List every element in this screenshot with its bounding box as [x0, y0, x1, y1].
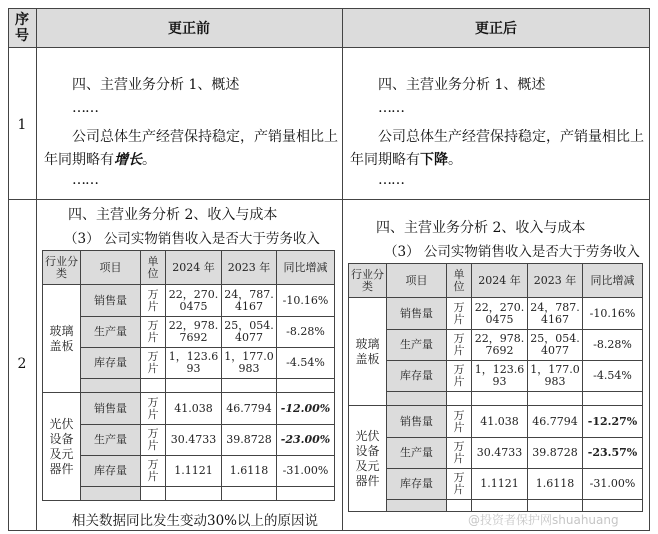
cell-2024: 30.4733	[472, 438, 528, 469]
cell-2023: 1.6118	[222, 456, 277, 487]
after-data-table	[348, 263, 643, 512]
header-before: 更正前	[168, 21, 210, 37]
row1-before-ellipsis1: ……	[72, 100, 98, 116]
item-production: 生产量	[81, 317, 141, 348]
item-sales: 销售量	[81, 393, 141, 425]
cell-change-corrected: -12.00%	[277, 393, 335, 425]
row1-after-line2: 年同期略有下降。	[350, 152, 462, 168]
item-inventory: 库存量	[81, 456, 141, 487]
spacer-cell	[222, 379, 277, 393]
cell-2023: 1.6118	[528, 469, 583, 500]
cell-change-corrected: -12.27%	[583, 406, 643, 438]
spacer-cell	[528, 392, 583, 406]
row1-before-line2: 年同期略有增长。	[44, 152, 156, 168]
spacer-cell	[81, 487, 141, 501]
spacer-cell	[528, 500, 583, 512]
item-inventory: 库存量	[387, 361, 447, 392]
cell-2024: 41.038	[166, 393, 222, 425]
cell-change: -8.28%	[277, 317, 335, 348]
spacer-cell	[472, 500, 528, 512]
cell-2024: 22，978.7692	[166, 317, 222, 348]
col-header-change: 同比增减	[277, 251, 335, 285]
cell-unit: 万片	[447, 438, 472, 469]
spacer-cell	[166, 487, 222, 501]
row1-after-heading: 四、主营业务分析 1、概述	[378, 77, 546, 93]
spacer-cell	[81, 379, 141, 393]
category-pv: 光伏设备及元器件	[43, 393, 81, 501]
cell-2024: 22，270.0475	[166, 285, 222, 317]
cell-change: -10.16%	[583, 298, 643, 330]
cell-unit: 万片	[141, 393, 166, 425]
header-after: 更正后	[475, 21, 517, 37]
col-header-item: 项目	[81, 251, 141, 285]
row2-after-heading: 四、主营业务分析 2、收入与成本	[376, 220, 586, 236]
row1-number: 1	[17, 117, 27, 133]
spacer-cell	[387, 500, 447, 512]
cell-change-corrected: -23.00%	[277, 425, 335, 456]
cell-2023: 1，177.0983	[222, 348, 277, 379]
item-sales: 销售量	[387, 298, 447, 330]
cell-unit: 万片	[447, 361, 472, 392]
cell-unit: 万片	[141, 425, 166, 456]
header-seq: 序号	[15, 12, 29, 44]
cell-2024: 1，123.693	[472, 361, 528, 392]
cell-change-corrected: -23.57%	[583, 438, 643, 469]
outer-border-left	[8, 8, 9, 531]
item-sales: 销售量	[387, 406, 447, 438]
row1-bottom-line	[8, 199, 650, 200]
spacer-cell	[277, 487, 335, 501]
row1-after-ellipsis1: ……	[378, 100, 404, 116]
cell-2024: 22，978.7692	[472, 330, 528, 361]
outer-border-bottom	[8, 530, 650, 531]
item-inventory: 库存量	[81, 348, 141, 379]
row1-before-heading: 四、主营业务分析 1、概述	[72, 77, 240, 93]
col-header-2023: 2023 年	[222, 251, 277, 285]
cell-2023: 46.7794	[528, 406, 583, 438]
spacer-cell	[141, 487, 166, 501]
col-header-unit: 单位	[447, 264, 472, 298]
header-bottom-line	[8, 47, 650, 48]
cell-change: -4.54%	[583, 361, 643, 392]
col-header-change: 同比增减	[583, 264, 643, 298]
spacer-cell	[583, 500, 643, 512]
row2-before-footer: 相关数据同比发生变动30%以上的原因说	[72, 513, 319, 529]
row1-after-line1: 公司总体生产经营保持稳定，产销量相比上	[378, 129, 644, 145]
row2-after-subheading: （3） 公司实物销售收入是否大于劳务收入	[384, 244, 640, 260]
cell-2023: 46.7794	[222, 393, 277, 425]
cell-2023: 39.8728	[222, 425, 277, 456]
col-header-category: 行业分类	[43, 251, 81, 285]
item-production: 生产量	[387, 438, 447, 469]
row2-before-heading: 四、主营业务分析 2、收入与成本	[68, 207, 278, 223]
item-sales: 销售量	[81, 285, 141, 317]
cell-unit: 万片	[141, 456, 166, 487]
cell-unit: 万片	[141, 348, 166, 379]
cell-2024: 1.1121	[166, 456, 222, 487]
before-data-table	[42, 250, 335, 501]
cell-unit: 万片	[141, 317, 166, 348]
row1-before-ellipsis2: ……	[72, 172, 98, 188]
cell-unit: 万片	[447, 330, 472, 361]
category-glass: 玻璃盖板	[349, 298, 387, 406]
cell-2023: 25，054.4077	[222, 317, 277, 348]
cell-change: -4.54%	[277, 348, 335, 379]
cell-change: -8.28%	[583, 330, 643, 361]
spacer-cell	[166, 379, 222, 393]
watermark: @投资者保护网shuahuang	[468, 513, 619, 527]
middle-column-line	[342, 8, 343, 531]
cell-2024: 22，270.0475	[472, 298, 528, 330]
row1-before-line1: 公司总体生产经营保持稳定，产销量相比上	[72, 129, 338, 145]
cell-unit: 万片	[447, 469, 472, 500]
spacer-cell	[387, 392, 447, 406]
cell-change: -31.00%	[583, 469, 643, 500]
col-header-2024: 2024 年	[472, 264, 528, 298]
outer-border-right	[649, 8, 650, 531]
col-header-category: 行业分类	[349, 264, 387, 298]
cell-2023: 25，054.4077	[528, 330, 583, 361]
item-inventory: 库存量	[387, 469, 447, 500]
row1-after-ellipsis2: ……	[378, 172, 404, 188]
cell-unit: 万片	[447, 406, 472, 438]
cell-2023: 24，787.4167	[222, 285, 277, 317]
cell-2023: 24，787.4167	[528, 298, 583, 330]
col-header-unit: 单位	[141, 251, 166, 285]
cell-2024: 1，123.693	[166, 348, 222, 379]
emphasis-increase: 增长	[114, 152, 142, 168]
cell-2024: 41.038	[472, 406, 528, 438]
spacer-cell	[447, 392, 472, 406]
cell-2023: 39.8728	[528, 438, 583, 469]
spacer-cell	[472, 392, 528, 406]
spacer-cell	[583, 392, 643, 406]
emphasis-decrease: 下降	[420, 152, 448, 168]
cell-2023: 1，177.0983	[528, 361, 583, 392]
spacer-cell	[447, 500, 472, 512]
cell-change: -10.16%	[277, 285, 335, 317]
category-pv: 光伏设备及元器件	[349, 406, 387, 512]
col-header-2024: 2024 年	[166, 251, 222, 285]
spacer-cell	[277, 379, 335, 393]
col-header-item: 项目	[387, 264, 447, 298]
row2-before-subheading: （3） 公司实物销售收入是否大于劳务收入	[64, 231, 320, 247]
category-glass: 玻璃盖板	[43, 285, 81, 393]
cell-2024: 1.1121	[472, 469, 528, 500]
col-header-2023: 2023 年	[528, 264, 583, 298]
cell-change: -31.00%	[277, 456, 335, 487]
spacer-cell	[141, 379, 166, 393]
outer-border-top	[8, 8, 650, 9]
row2-number: 2	[17, 356, 27, 372]
seq-column-line	[36, 8, 37, 531]
cell-unit: 万片	[141, 285, 166, 317]
item-production: 生产量	[387, 330, 447, 361]
cell-2024: 30.4733	[166, 425, 222, 456]
spacer-cell	[222, 487, 277, 501]
item-production: 生产量	[81, 425, 141, 456]
cell-unit: 万片	[447, 298, 472, 330]
